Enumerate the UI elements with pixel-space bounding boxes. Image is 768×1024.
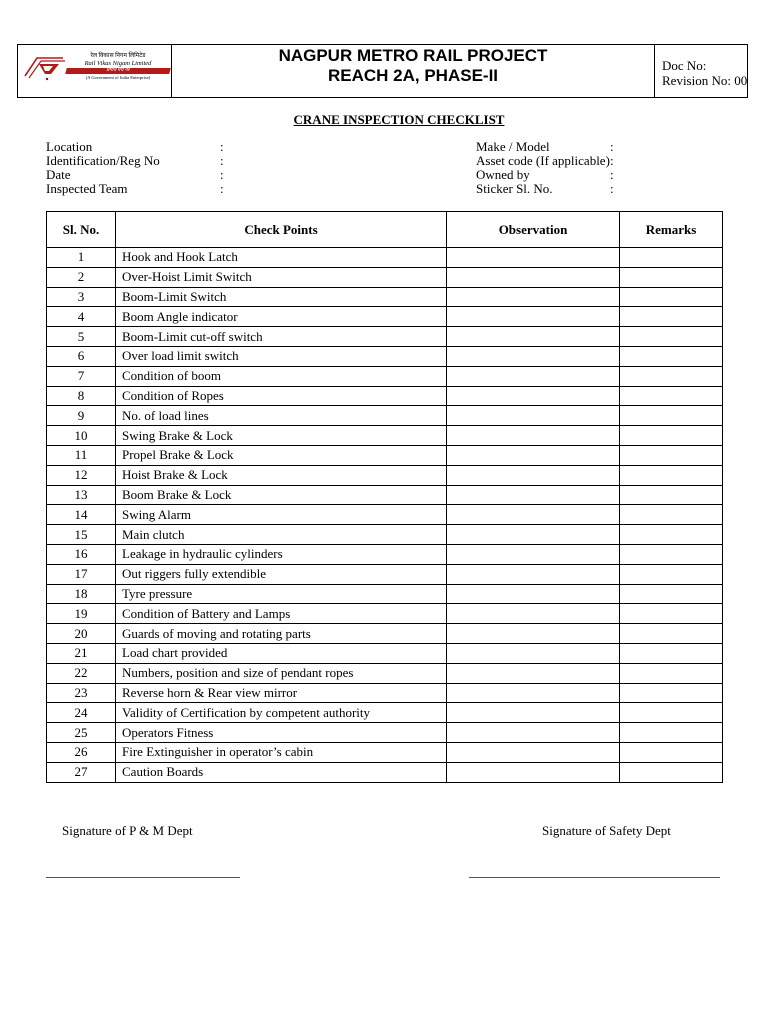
row-observation-cell[interactable] [447, 762, 620, 782]
signature-line-safety-dept[interactable] [469, 877, 720, 878]
table-row [47, 406, 723, 426]
row-sl-no: 9 [47, 406, 116, 426]
column-header-check-points: Check Points [116, 212, 447, 248]
checklist-body [47, 248, 723, 783]
table-row [47, 742, 723, 762]
info-label: Identification/Reg No [46, 153, 160, 168]
doc-number: Doc No: [662, 58, 707, 73]
row-observation-cell[interactable] [447, 505, 620, 525]
row-remarks-cell[interactable] [620, 703, 723, 723]
row-sl-no: 10 [47, 426, 116, 446]
info-colon: : [220, 139, 224, 154]
info-label: Make / Model [476, 139, 550, 154]
row-observation-cell[interactable] [447, 485, 620, 505]
row-remarks-cell[interactable] [620, 346, 723, 366]
table-row [47, 485, 723, 505]
info-colon: : [610, 167, 614, 182]
row-check-point: Over-Hoist Limit Switch [116, 267, 447, 287]
row-sl-no: 13 [47, 485, 116, 505]
project-title-cell [172, 45, 655, 97]
project-title-line2: REACH 2A, PHASE-II [327, 66, 499, 85]
row-observation-cell[interactable] [447, 346, 620, 366]
table-row [47, 544, 723, 564]
info-label: Asset code (If applicable) [476, 153, 610, 168]
row-check-point: Hoist Brake & Lock [116, 465, 447, 485]
checklist-title: CRANE INSPECTION CHECKLIST [293, 112, 505, 127]
row-observation-cell[interactable] [447, 624, 620, 644]
row-remarks-cell[interactable] [620, 485, 723, 505]
info-colon: : [220, 167, 224, 182]
row-observation-cell[interactable] [447, 584, 620, 604]
table-row [47, 346, 723, 366]
row-remarks-cell[interactable] [620, 643, 723, 663]
signature-label-safety-dept: Signature of Safety Dept [542, 823, 671, 838]
column-header-remarks: Remarks [620, 212, 723, 248]
row-remarks-cell[interactable] [620, 267, 723, 287]
row-sl-no: 1 [47, 248, 116, 268]
row-observation-cell[interactable] [447, 465, 620, 485]
row-check-point: Boom Angle indicator [116, 307, 447, 327]
row-sl-no: 19 [47, 604, 116, 624]
row-check-point: Tyre pressure [116, 584, 447, 604]
table-row [47, 564, 723, 584]
info-label: Sticker Sl. No. [476, 181, 553, 196]
row-observation-cell[interactable] [447, 386, 620, 406]
row-sl-no: 5 [47, 327, 116, 347]
table-row [47, 723, 723, 743]
table-row [47, 643, 723, 663]
row-observation-cell[interactable] [447, 426, 620, 446]
table-row [47, 327, 723, 347]
row-check-point: Boom Brake & Lock [116, 485, 447, 505]
row-observation-cell[interactable] [447, 287, 620, 307]
row-check-point: Propel Brake & Lock [116, 445, 447, 465]
row-remarks-cell[interactable] [620, 445, 723, 465]
row-sl-no: 7 [47, 366, 116, 386]
row-sl-no: 25 [47, 723, 116, 743]
row-observation-cell[interactable] [447, 643, 620, 663]
row-check-point: Reverse horn & Rear view mirror [116, 683, 447, 703]
revision-number: Revision No: 00 [662, 73, 748, 88]
table-row [47, 366, 723, 386]
row-check-point: Numbers, position and size of pendant ropes [116, 663, 447, 683]
row-remarks-cell[interactable] [620, 762, 723, 782]
row-observation-cell[interactable] [447, 723, 620, 743]
row-sl-no: 23 [47, 683, 116, 703]
table-row [47, 683, 723, 703]
row-sl-no: 6 [47, 346, 116, 366]
row-remarks-cell[interactable] [620, 544, 723, 564]
row-observation-cell[interactable] [447, 604, 620, 624]
table-row [47, 426, 723, 446]
row-check-point: Fire Extinguisher in operator’s cabin [116, 742, 447, 762]
row-remarks-cell[interactable] [620, 624, 723, 644]
signature-label-pm-dept: Signature of P & M Dept [62, 823, 193, 838]
info-colon: : [220, 181, 224, 196]
row-observation-cell[interactable] [447, 564, 620, 584]
info-colon: : [610, 139, 614, 154]
row-check-point: Validity of Certification by competent authority [116, 703, 447, 723]
row-sl-no: 15 [47, 525, 116, 545]
row-remarks-cell[interactable] [620, 663, 723, 683]
row-observation-cell[interactable] [447, 406, 620, 426]
row-check-point: Hook and Hook Latch [116, 248, 447, 268]
row-check-point: Condition of boom [116, 366, 447, 386]
row-remarks-cell[interactable] [620, 742, 723, 762]
column-header-sl-no: Sl. No. [47, 212, 116, 248]
row-remarks-cell[interactable] [620, 307, 723, 327]
info-colon: : [610, 181, 614, 196]
row-check-point: Boom-Limit cut-off switch [116, 327, 447, 347]
row-check-point: Over load limit switch [116, 346, 447, 366]
info-label: Inspected Team [46, 181, 128, 196]
logo-english-name: Rail Vikas Nigam Limited [84, 60, 152, 67]
column-header-observation: Observation [447, 212, 620, 248]
row-check-point: Guards of moving and rotating parts [116, 624, 447, 644]
row-check-point: Swing Brake & Lock [116, 426, 447, 446]
row-sl-no: 4 [47, 307, 116, 327]
row-remarks-cell[interactable] [620, 248, 723, 268]
row-check-point: Load chart provided [116, 643, 447, 663]
table-header-row [47, 212, 723, 248]
row-sl-no: 22 [47, 663, 116, 683]
row-remarks-cell[interactable] [620, 584, 723, 604]
table-row [47, 525, 723, 545]
table-row [47, 386, 723, 406]
row-remarks-cell[interactable] [620, 505, 723, 525]
row-observation-cell[interactable] [447, 248, 620, 268]
row-remarks-cell[interactable] [620, 406, 723, 426]
row-sl-no: 14 [47, 505, 116, 525]
row-observation-cell[interactable] [447, 742, 620, 762]
row-observation-cell[interactable] [447, 683, 620, 703]
row-check-point: Condition of Ropes [116, 386, 447, 406]
table-row [47, 465, 723, 485]
row-observation-cell[interactable] [447, 703, 620, 723]
row-sl-no: 17 [47, 564, 116, 584]
inspection-checklist-table [46, 211, 723, 783]
table-row [47, 762, 723, 782]
rvnl-logo-icon [23, 52, 67, 82]
row-sl-no: 11 [47, 445, 116, 465]
row-remarks-cell[interactable] [620, 465, 723, 485]
table-row [47, 267, 723, 287]
row-sl-no: 3 [47, 287, 116, 307]
table-row [47, 584, 723, 604]
info-colon: : [610, 153, 614, 168]
row-sl-no: 20 [47, 624, 116, 644]
table-row [47, 663, 723, 683]
row-remarks-cell[interactable] [620, 564, 723, 584]
row-check-point: Leakage in hydraulic cylinders [116, 544, 447, 564]
row-remarks-cell[interactable] [620, 327, 723, 347]
row-sl-no: 16 [47, 544, 116, 564]
row-sl-no: 8 [47, 386, 116, 406]
logo-hindi-name: रेल विकास निगम लिमिटेड [90, 53, 146, 59]
table-row [47, 505, 723, 525]
project-title-line1: NAGPUR METRO RAIL PROJECT [278, 46, 548, 65]
table-row [47, 307, 723, 327]
row-sl-no: 26 [47, 742, 116, 762]
table-row [47, 604, 723, 624]
row-observation-cell[interactable] [447, 267, 620, 287]
row-observation-cell[interactable] [447, 544, 620, 564]
row-remarks-cell[interactable] [620, 683, 723, 703]
row-check-point: No. of load lines [116, 406, 447, 426]
row-observation-cell[interactable] [447, 663, 620, 683]
info-label: Location [46, 139, 93, 154]
logo-cell [18, 45, 172, 97]
logo-subtext: (A Government of India Enterprise) [85, 75, 151, 80]
row-sl-no: 24 [47, 703, 116, 723]
row-check-point: Boom-Limit Switch [116, 287, 447, 307]
row-observation-cell[interactable] [447, 327, 620, 347]
row-sl-no: 27 [47, 762, 116, 782]
row-observation-cell[interactable] [447, 525, 620, 545]
row-check-point: Operators Fitness [116, 723, 447, 743]
info-colon: : [220, 153, 224, 168]
row-remarks-cell[interactable] [620, 366, 723, 386]
info-label: Date [46, 167, 71, 182]
row-sl-no: 18 [47, 584, 116, 604]
row-check-point: Caution Boards [116, 762, 447, 782]
table-row [47, 445, 723, 465]
info-label: Owned by [476, 167, 530, 182]
logo-wordmark [66, 53, 170, 80]
row-remarks-cell[interactable] [620, 723, 723, 743]
row-observation-cell[interactable] [447, 445, 620, 465]
row-observation-cell[interactable] [447, 366, 620, 386]
row-remarks-cell[interactable] [620, 287, 723, 307]
row-check-point: Condition of Battery and Lamps [116, 604, 447, 624]
row-check-point: Out riggers fully extendible [116, 564, 447, 584]
doc-info-cell [655, 45, 747, 97]
logo-tagline: प्रगति पथ पर [65, 68, 171, 74]
signature-line-pm-dept[interactable] [46, 877, 240, 878]
row-check-point: Main clutch [116, 525, 447, 545]
table-row [47, 248, 723, 268]
table-row [47, 703, 723, 723]
row-sl-no: 21 [47, 643, 116, 663]
row-sl-no: 12 [47, 465, 116, 485]
row-remarks-cell[interactable] [620, 525, 723, 545]
row-sl-no: 2 [47, 267, 116, 287]
table-row [47, 624, 723, 644]
row-remarks-cell[interactable] [620, 426, 723, 446]
row-observation-cell[interactable] [447, 307, 620, 327]
document-header [17, 44, 748, 98]
row-remarks-cell[interactable] [620, 604, 723, 624]
row-remarks-cell[interactable] [620, 386, 723, 406]
table-row [47, 287, 723, 307]
row-check-point: Swing Alarm [116, 505, 447, 525]
